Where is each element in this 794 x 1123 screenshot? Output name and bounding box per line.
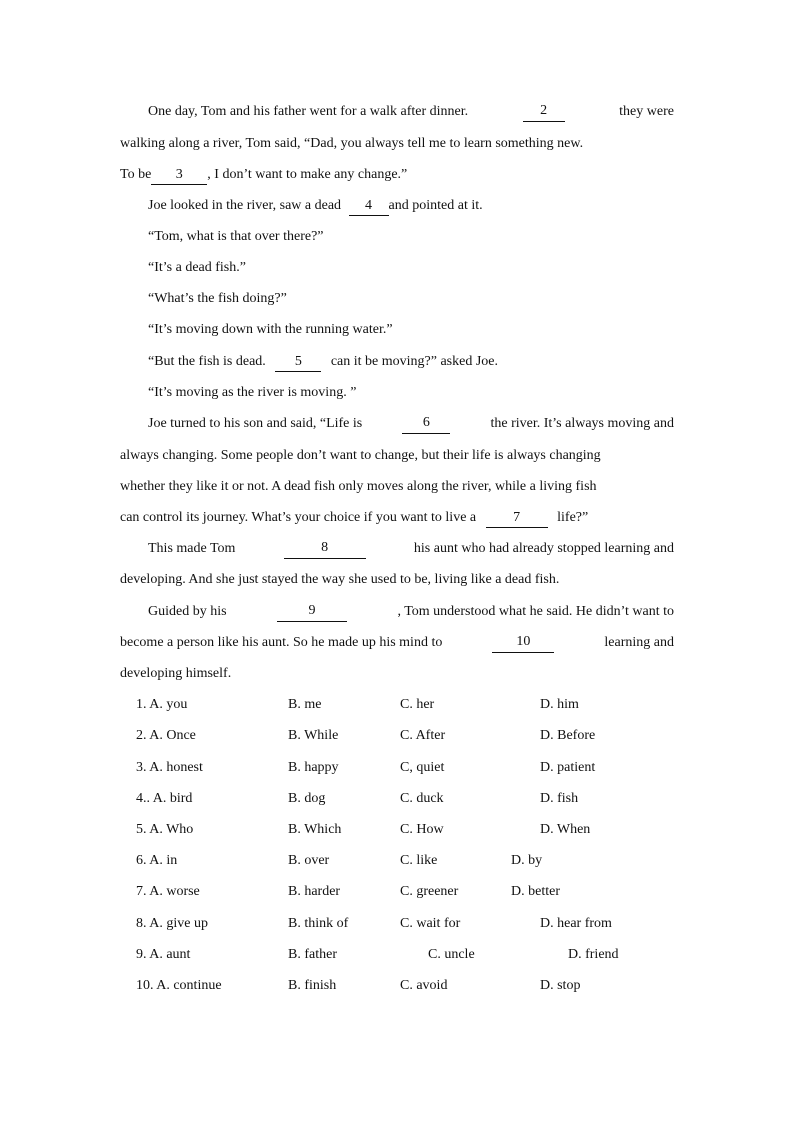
passage-line bbox=[148, 352, 498, 372]
blank-4: 4 bbox=[349, 197, 389, 216]
passage-line bbox=[120, 633, 674, 653]
blank-7: 7 bbox=[486, 509, 548, 528]
passage-text: and pointed at it. bbox=[388, 198, 483, 213]
option-d: D. Before bbox=[540, 728, 596, 743]
blank-10: 10 bbox=[492, 633, 554, 653]
passage-line bbox=[120, 414, 674, 434]
passage-line bbox=[120, 102, 674, 122]
option-a: 2. A. Once bbox=[136, 728, 196, 743]
blank-8: 8 bbox=[284, 539, 366, 559]
option-d: D. patient bbox=[540, 760, 596, 775]
blank-9: 9 bbox=[277, 602, 347, 622]
passage-line bbox=[148, 196, 483, 216]
option-d: D. him bbox=[540, 697, 579, 712]
option-d: D. hear from bbox=[540, 916, 612, 931]
passage-line bbox=[120, 446, 674, 466]
passage-text: Guided by his bbox=[148, 604, 227, 619]
passage-line bbox=[120, 508, 588, 528]
passage-text: Joe looked in the river, saw a dead bbox=[148, 198, 342, 213]
passage-text: , I don’t want to make any change.” bbox=[207, 167, 408, 182]
passage-line: “What’s the fish doing?” bbox=[148, 291, 287, 306]
option-c: C. avoid bbox=[400, 978, 448, 993]
blank-2: 2 bbox=[523, 102, 565, 122]
option-c: C. wait for bbox=[400, 916, 461, 931]
passage-text: This made Tom bbox=[148, 541, 236, 556]
option-a: 6. A. in bbox=[136, 853, 178, 868]
option-a: 1. A. you bbox=[136, 697, 188, 712]
passage-text: Joe turned to his son and said, “Life is bbox=[148, 416, 363, 431]
passage-text: always changing. Some people don’t want to change, but their life is always changing bbox=[120, 448, 601, 463]
option-a: 9. A. aunt bbox=[136, 947, 191, 962]
option-a: 3. A. honest bbox=[136, 760, 203, 775]
blank-3: 3 bbox=[151, 166, 207, 185]
option-a: 10. A. continue bbox=[136, 978, 222, 993]
option-c: C. like bbox=[400, 853, 438, 868]
option-b: B. me bbox=[288, 697, 322, 712]
option-c: C. greener bbox=[400, 884, 459, 899]
option-a: 4.. A. bird bbox=[136, 791, 193, 806]
passage-text: , Tom understood what he said. He didn’t want to bbox=[397, 604, 674, 619]
option-b: B. dog bbox=[288, 791, 326, 806]
option-b: B. father bbox=[288, 947, 337, 962]
passage-line: “It’s moving down with the running water.” bbox=[148, 322, 393, 337]
passage-text: walking along a river, Tom said, “Dad, you always tell me to learn something new. bbox=[120, 136, 584, 151]
option-b: B. Which bbox=[288, 822, 342, 837]
passage-line: “Tom, what is that over there?” bbox=[148, 229, 324, 244]
passage-line bbox=[120, 539, 674, 559]
passage-text: life?” bbox=[557, 510, 589, 525]
option-c: C. After bbox=[400, 728, 446, 743]
passage-text: learning and bbox=[604, 635, 674, 650]
option-c: C. her bbox=[400, 697, 435, 712]
passage-text: whether they like it or not. A dead fish only moves along the river, while a living fish bbox=[120, 479, 597, 494]
option-b: B. over bbox=[288, 853, 330, 868]
option-a: 8. A. give up bbox=[136, 916, 208, 931]
passage-text: they were bbox=[619, 104, 674, 119]
option-b: B. harder bbox=[288, 884, 341, 899]
passage-text: To be bbox=[120, 167, 152, 182]
option-c: C. duck bbox=[400, 791, 444, 806]
option-b: B. While bbox=[288, 728, 339, 743]
passage-line bbox=[120, 165, 407, 185]
option-d: D. fish bbox=[540, 791, 579, 806]
option-a: 7. A. worse bbox=[136, 884, 200, 899]
blank-5: 5 bbox=[275, 353, 321, 372]
passage-line: developing. And she just stayed the way she used to be, living like a dead fish. bbox=[120, 572, 560, 587]
option-c: C. How bbox=[400, 822, 444, 837]
passage-text: “But the fish is dead. bbox=[148, 354, 266, 369]
option-d: D. friend bbox=[568, 947, 619, 962]
option-b: B. think of bbox=[288, 916, 349, 931]
passage-line: “It’s a dead fish.” bbox=[148, 260, 246, 275]
blank-6: 6 bbox=[402, 414, 450, 434]
option-c: C, quiet bbox=[400, 760, 445, 775]
passage-text: become a person like his aunt. So he made up his mind to bbox=[120, 635, 443, 650]
passage-text: can control its journey. What’s your choice if you want to live a bbox=[120, 510, 477, 525]
option-d: D. better bbox=[511, 884, 560, 899]
passage-line: “It’s moving as the river is moving. ” bbox=[148, 385, 357, 400]
option-a: 5. A. Who bbox=[136, 822, 194, 837]
passage-text: his aunt who had already stopped learning and bbox=[413, 541, 674, 556]
option-d: D. When bbox=[540, 822, 591, 837]
passage-text: the river. It’s always moving and bbox=[490, 416, 674, 431]
option-c: C. uncle bbox=[428, 947, 475, 962]
passage-text: One day, Tom and his father went for a walk after dinner. bbox=[148, 104, 469, 119]
passage-line bbox=[120, 134, 674, 154]
passage-line: developing himself. bbox=[120, 666, 232, 681]
passage-text: can it be moving?” asked Joe. bbox=[330, 354, 498, 369]
passage-line bbox=[120, 602, 674, 622]
option-b: B. finish bbox=[288, 978, 337, 993]
option-d: D. stop bbox=[540, 978, 581, 993]
option-b: B. happy bbox=[288, 760, 339, 775]
passage-line bbox=[120, 477, 674, 497]
option-d: D. by bbox=[511, 853, 543, 868]
